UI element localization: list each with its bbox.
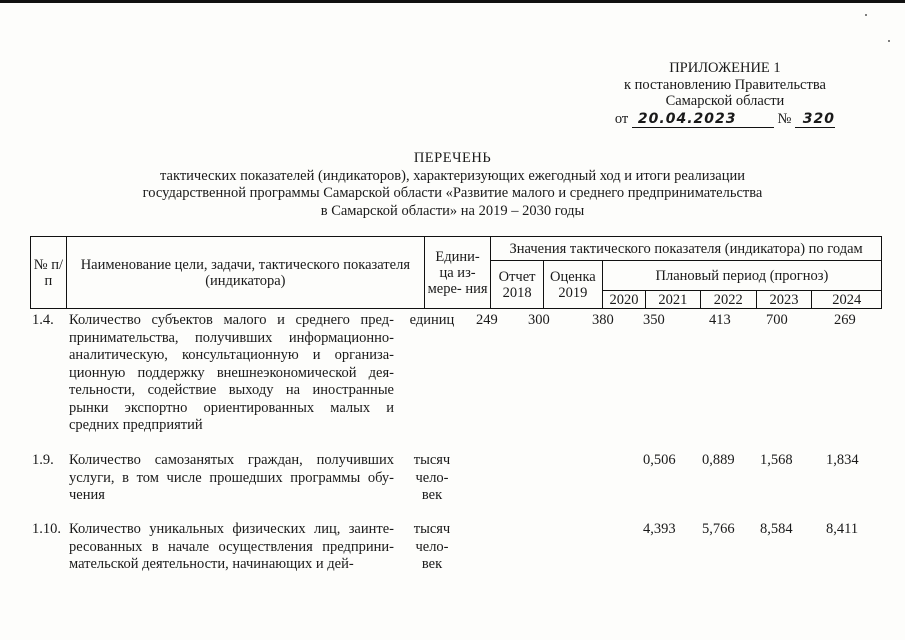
document-title: ПЕРЕЧЕНЬ [413, 150, 492, 166]
col-header-num: № п/п [31, 237, 67, 309]
value-2022: 0,889 [702, 452, 735, 468]
handwritten-number: 320 [802, 110, 835, 127]
row-number: 1.10. [32, 521, 61, 537]
number-prefix: № [777, 110, 792, 127]
table-row [30, 312, 882, 452]
value-2021: 350 [643, 312, 665, 328]
col-header-name: Наименование цели, задачи, тактического показателя (индикатора) [66, 237, 424, 309]
value-2024: 1,834 [826, 452, 859, 468]
heading-line1: тактических показателей (индикаторов), характеризующих ежегодный ход и итоги реализации [160, 167, 745, 184]
attachment-date-row [615, 111, 835, 129]
value-2020: 380 [592, 312, 614, 328]
value-2023: 8,584 [760, 521, 793, 537]
heading-line2: государственной программы Самарской области «Развитие малого и среднего предпринимательства [142, 185, 763, 201]
value-2023: 700 [766, 312, 788, 328]
col-header-estimate-2019: Оценка 2019 [543, 261, 602, 309]
col-header-year: 2020 [602, 291, 645, 309]
value-2022: 5,766 [702, 521, 735, 537]
col-header-values-group: Значения тактического показателя (индикатора) по годам [491, 237, 882, 261]
date-prefix: от [614, 110, 629, 127]
value-2022: 413 [709, 312, 731, 328]
row-number: 1.4. [32, 312, 54, 328]
col-header-report-2018: Отчет 2018 [491, 261, 544, 309]
col-header-year: 2022 [700, 291, 756, 309]
attachment-block [615, 60, 835, 128]
row-unit: тысяч чело- век [413, 452, 451, 503]
handwritten-date: 20.04.2023 [637, 110, 737, 127]
value-2018: 249 [476, 312, 498, 328]
scan-top-edge [0, 0, 905, 3]
col-header-unit: Едини- ца из- мере- ния [424, 237, 490, 309]
scan-speck [865, 14, 867, 16]
value-2021: 4,393 [643, 521, 676, 537]
col-header-year: 2023 [756, 291, 812, 309]
attachment-line1: к постановлению Правительства [623, 76, 826, 93]
value-2021: 0,506 [643, 452, 676, 468]
attachment-title: ПРИЛОЖЕНИЕ 1 [669, 60, 781, 76]
table-row [30, 521, 882, 581]
table-row [30, 452, 882, 521]
col-header-year: 2021 [646, 291, 701, 309]
attachment-line2: Самарской области [665, 93, 785, 109]
document-heading [80, 150, 825, 220]
indicator-table-header [30, 236, 882, 309]
row-unit: тысяч чело- век [413, 521, 451, 572]
indicator-table-body [30, 312, 882, 581]
value-2024: 269 [834, 312, 856, 328]
value-2024: 8,411 [826, 521, 859, 537]
row-number: 1.9. [32, 452, 54, 468]
value-2019: 300 [528, 312, 550, 328]
heading-line3: в Самарской области» на 2019 – 2030 годы [320, 202, 585, 219]
col-header-year: 2024 [812, 291, 882, 309]
row-unit: единиц [409, 312, 455, 328]
row-name: Количество уникальных физических лиц, заинте- ресованных в начале осуществления предприни- мательской деятельности, начинающих и дей- [69, 521, 394, 572]
row-name: Количество субъектов малого и среднего пред- принимательства, получивших информационно- аналитическую, консультационную и организа- ционную поддержку внешнеэкономической дея- тельности, содействие выходу на иностранные рынки экспортно ориентированных малых и средних предприятий [69, 312, 394, 433]
scan-speck [888, 40, 890, 42]
row-name: Количество самозанятых граждан, получивших услуги, в том числе прошедших программы обу- чения [69, 452, 394, 503]
col-header-planned-period: Плановый период (прогноз) [602, 261, 881, 291]
value-2023: 1,568 [760, 452, 793, 468]
